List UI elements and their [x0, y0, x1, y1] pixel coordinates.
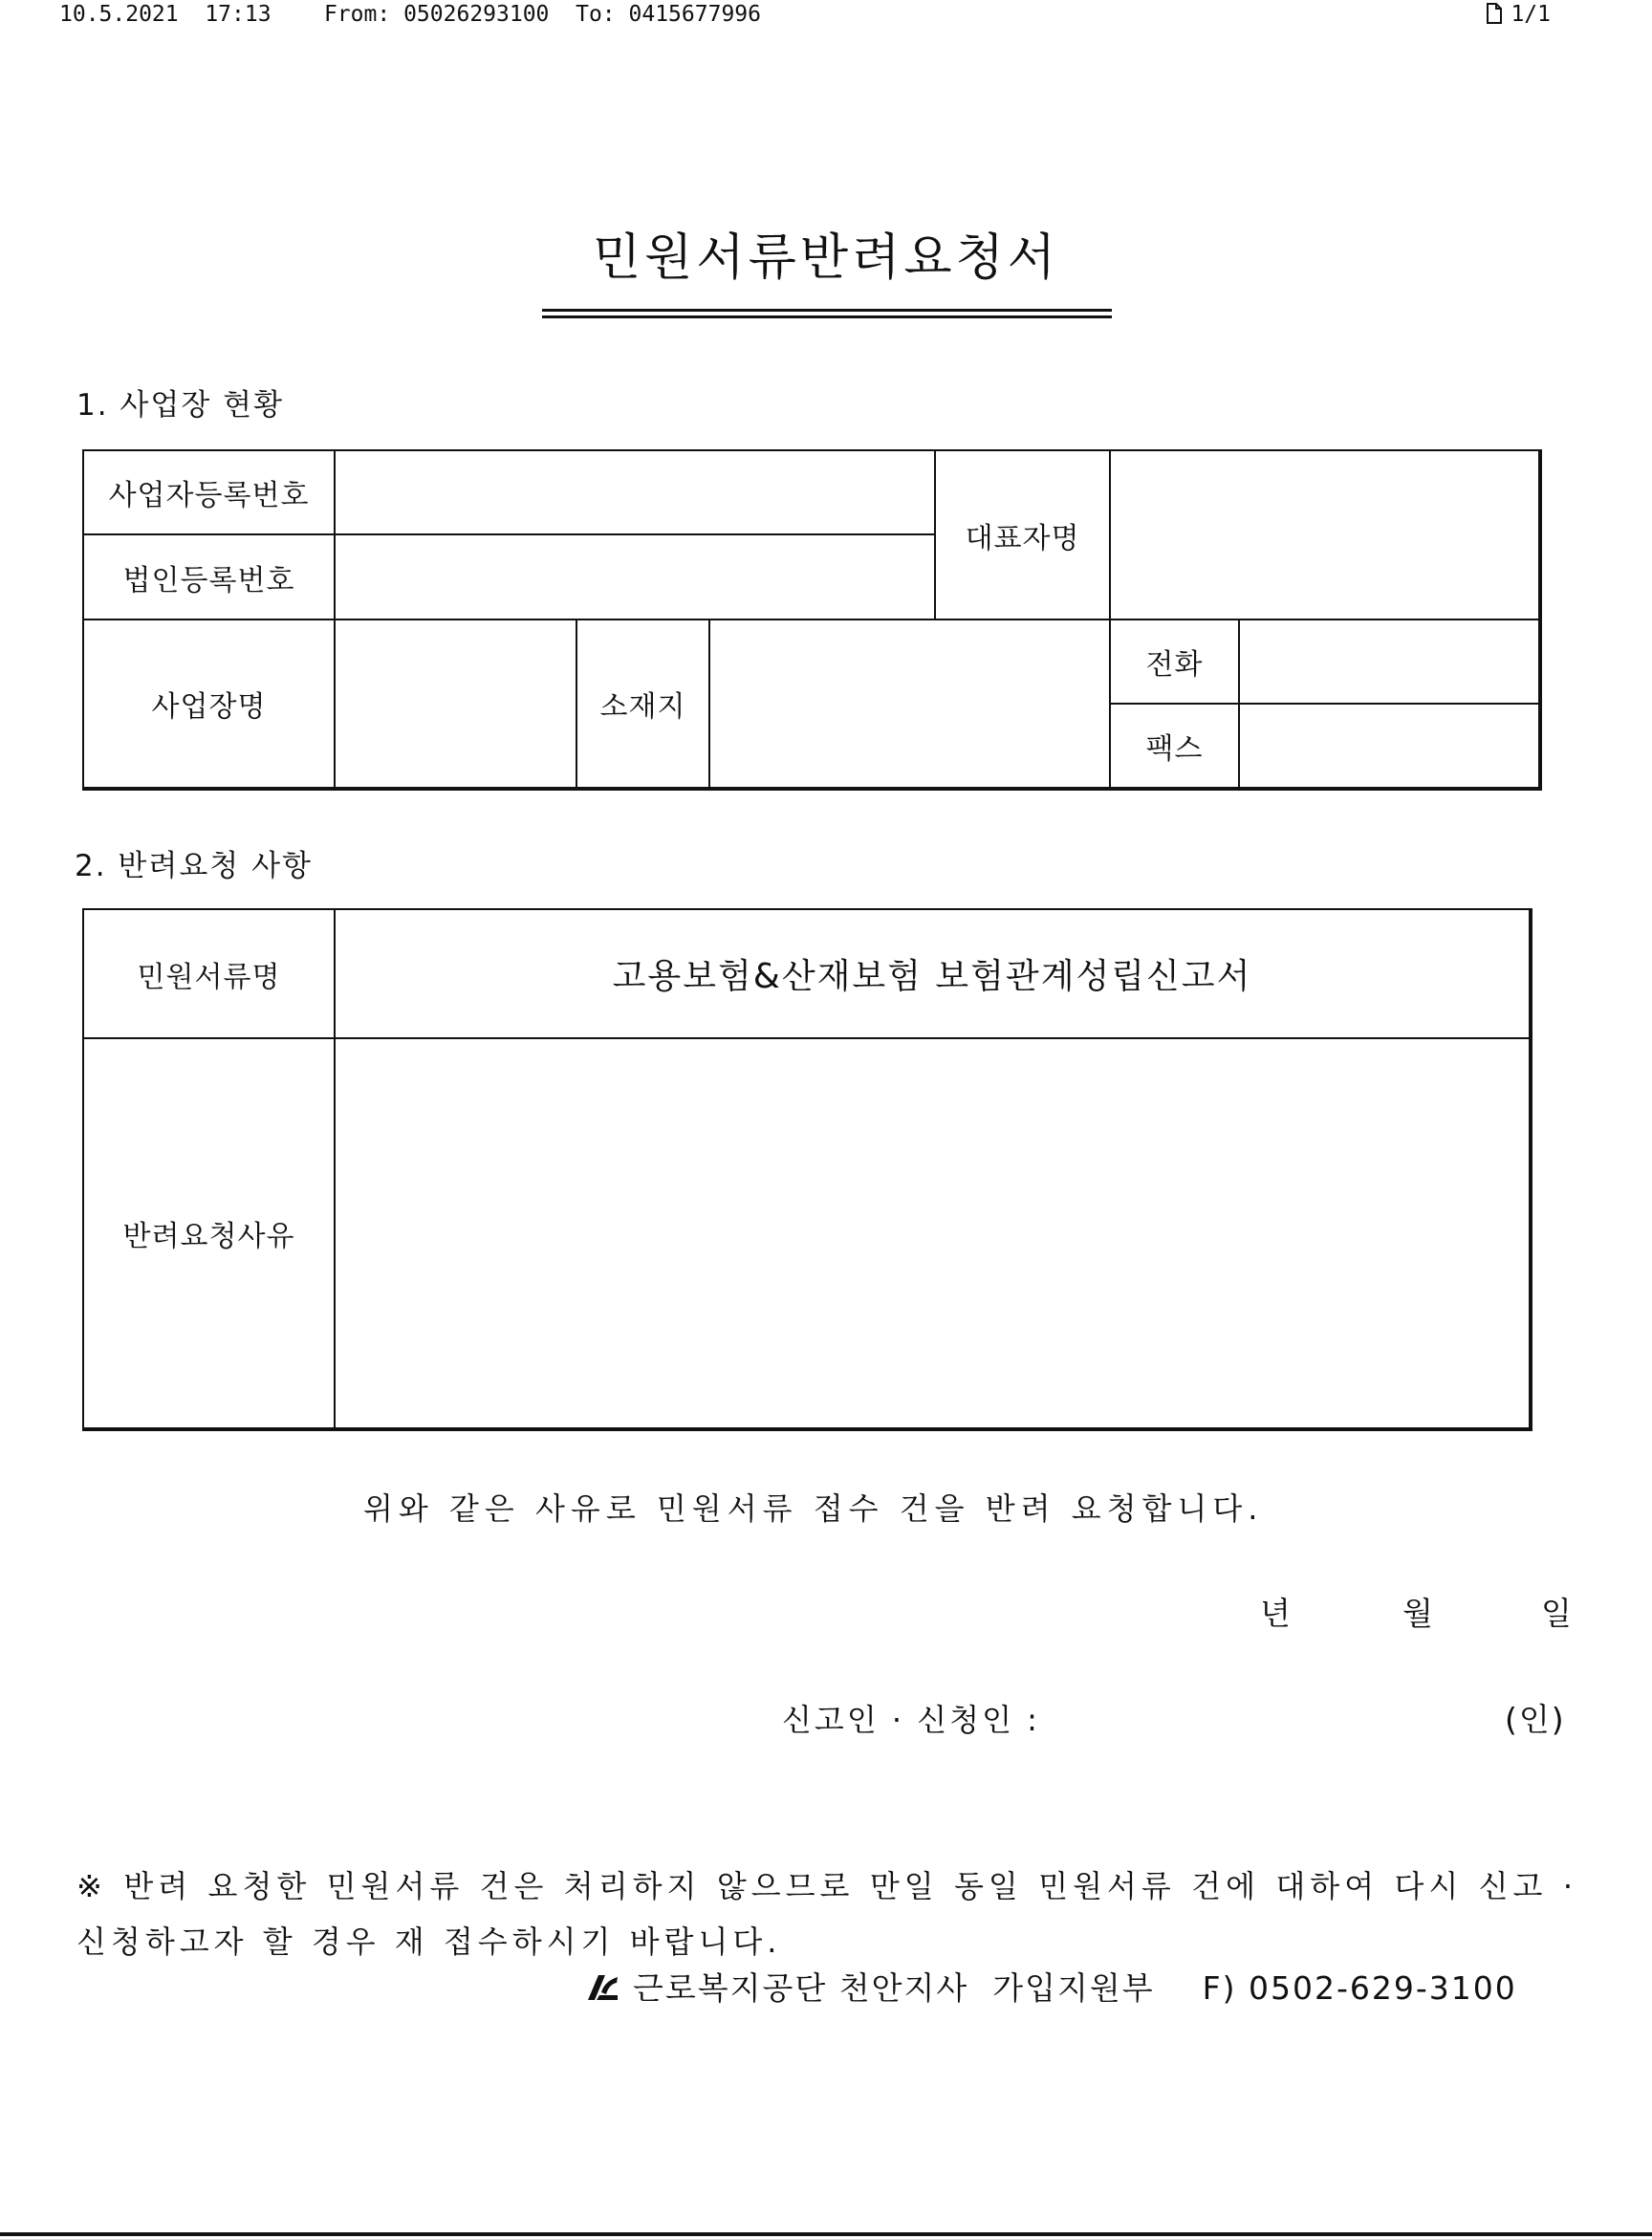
footer-fax-number: 0502-629-3100 — [1248, 1969, 1517, 2007]
representative-label: 대표자명 — [935, 450, 1110, 620]
corp-reg-no-field[interactable] — [335, 534, 935, 620]
footer-contact — [585, 1967, 1517, 2010]
fax-page-indicator — [1486, 0, 1551, 29]
corp-reg-no-label: 법인등록번호 — [83, 534, 335, 620]
seal-mark: (인) — [1505, 1701, 1566, 1738]
business-reg-no-label: 사업자등록번호 — [83, 450, 335, 534]
page-icon — [1486, 3, 1503, 24]
fax-page-number: 1/1 — [1511, 2, 1551, 27]
page-bottom-rule — [0, 2232, 1652, 2236]
reason-label: 반려요청사유 — [83, 1038, 335, 1429]
comwel-logo-icon — [585, 1971, 620, 2004]
footer-org: 근로복지공단 천안지사 — [633, 1969, 969, 2007]
footer-fax-label: F) — [1202, 1969, 1237, 2007]
reason-field[interactable] — [335, 1038, 1531, 1429]
location-label: 소재지 — [576, 620, 709, 789]
page-title: 민원서류반려요청서 — [592, 229, 1060, 287]
fax-to-number: 0415677996 — [628, 2, 761, 27]
request-statement: 위와 같은 사유로 민원서류 접수 건을 반려 요청합니다. — [363, 1490, 1264, 1527]
footer-dept: 가입지원부 — [992, 1969, 1155, 2007]
signer-label: 신고인 · 신청인 : — [782, 1702, 1040, 1738]
title-underline — [542, 309, 1112, 312]
fax-from-label: From: — [323, 2, 391, 27]
business-reg-no-field[interactable] — [335, 450, 935, 534]
representative-field[interactable] — [1110, 450, 1540, 620]
phone-label: 전화 — [1110, 620, 1239, 704]
section2-heading: 2. 반려요청 사항 — [75, 849, 313, 883]
date-day-label: 일 — [1541, 1595, 1572, 1632]
document-name-label: 민원서류명 — [83, 909, 335, 1038]
fax-header — [59, 0, 1551, 33]
section1-heading: 1. 사업장 현황 — [76, 388, 285, 423]
fax-date: 10.5.2021 — [59, 2, 179, 27]
document-name-value[interactable]: 고용보험&산재보험 보험관계성립신고서 — [335, 909, 1531, 1038]
location-field[interactable] — [709, 620, 1110, 789]
business-info-table — [82, 449, 1542, 791]
business-name-field[interactable] — [335, 620, 576, 789]
fax-time: 17:13 — [205, 2, 272, 27]
business-name-label: 사업장명 — [83, 620, 335, 789]
return-request-table — [82, 908, 1532, 1431]
phone-field[interactable] — [1239, 620, 1540, 704]
notice-text: ※ 반려 요청한 민원서류 건은 처리하지 않으므로 만일 동일 민원서류 건에 대하여 다시 신고 · 신청하고자 할 경우 재 접수하시기 바랍니다. — [76, 1868, 1577, 1960]
fax-label: 팩스 — [1110, 704, 1239, 789]
fax-from-number: 05026293100 — [403, 2, 550, 27]
fax-to-label: To: — [576, 2, 616, 27]
date-year-label: 년 — [1260, 1595, 1291, 1632]
fax-field[interactable] — [1239, 704, 1540, 789]
date-month-label: 월 — [1402, 1595, 1433, 1632]
title-underline-double — [542, 315, 1112, 318]
